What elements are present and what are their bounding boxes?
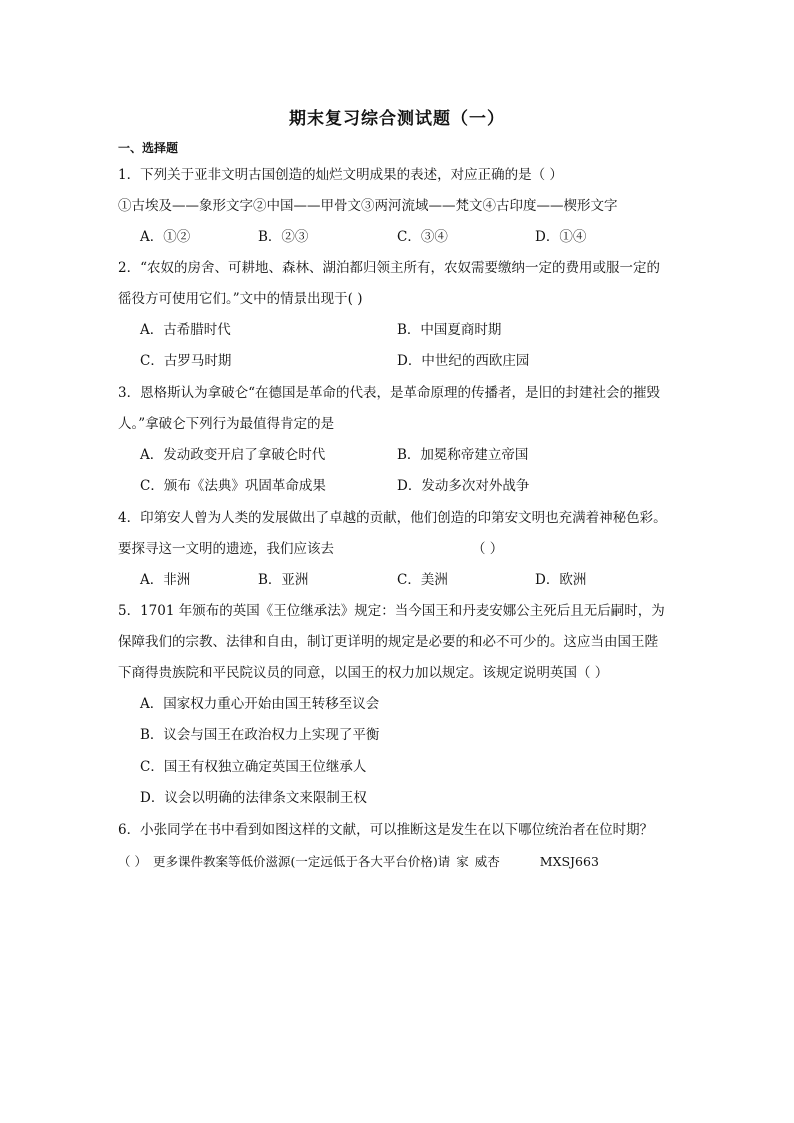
question-1-option-d: D．①④ [535,229,587,245]
promo-word-2: 威杏 [474,854,500,869]
promo-footer [118,852,605,870]
question-2-line-2: 徭役方可使用它们。”文中的情景出现于( ) [118,291,363,307]
question-3-line-2: 人。”拿破仑下列行为最值得肯定的是 [118,416,335,432]
question-5-option-c: C．国王有权独立确定英国王位继承人 [140,759,367,775]
question-4-answer-paren: （ ） [472,541,504,557]
page-title: 期末复习综合测试题（一） [289,109,505,129]
question-1-option-c: C．③④ [397,229,448,245]
question-3-option-c: C．颁布《法典》巩固革命成果 [140,478,326,494]
question-2-option-a: A．古希腊时代 [140,322,231,338]
question-4-option-d: D．欧洲 [535,572,587,588]
question-3-option-d: D．发动多次对外战争 [397,478,530,494]
promo-code: MXSJ663 [539,854,599,869]
question-1-items: ①古埃及——象形文字②中国——甲骨文③两河流域——梵文④古印度——楔形文字 [118,198,618,214]
question-4-line-1: 4．印第安人曾为人类的发展做出了卓越的贡献，他们创造的印第安文明也充满着神秘色彩。 [118,510,667,526]
question-2-line-1: 2．“农奴的房舍、可耕地、森林、湖泊都归领主所有，农奴需要缴纳一定的费用或服一定的 [118,260,660,276]
question-5-option-d: D．议会以明确的法律条文来限制王权 [140,790,367,806]
question-2-option-d: D．中世纪的西欧庄园 [397,353,530,369]
question-3-option-b: B．加冕称帝建立帝国 [397,447,529,463]
question-3-line-1: 3．恩格斯认为拿破仑“在德国是革命的代表，是革命原理的传播者，是旧的封建社会的摧毁 [118,385,660,401]
promo-word-1: 家 [456,854,469,869]
question-6-answer-paren: （ ） [118,854,147,869]
question-4-option-b: B．亚洲 [258,572,309,588]
question-2-option-b: B．中国夏商时期 [397,322,502,338]
question-1-stem: 1．下列关于亚非文明古国创造的灿烂文明成果的表述，对应正确的是（ ） [118,167,563,183]
question-1-option-b: B．②③ [258,229,309,245]
question-4-line-2: 要探寻这一文明的遗迹，我们应该去 [118,541,334,557]
question-3-option-a: A．发动政变开启了拿破仑时代 [140,447,326,463]
question-4-option-c: C．美洲 [397,572,448,588]
question-5-line-2: 保障我们的宗教、法律和自由，制订更详明的规定是必要的和必不可少的。这应当由国王陛 [118,634,658,650]
question-5-option-a: A．国家权力重心开始由国王转移至议会 [140,696,380,712]
question-2-option-c: C．古罗马时期 [140,353,232,369]
question-6-line-1: 6．小张同学在书中看到如图这样的文献，可以推断这是发生在以下哪位统治者在位时期？ [118,822,654,838]
question-1-option-a: A．①② [140,229,191,245]
question-5-option-b: B．议会与国王在政治权力上实现了平衡 [140,727,380,743]
question-5-line-3: 下商得贵族院和平民院议员的同意，以国王的权力加以规定。该规定说明英国（ ） [118,665,609,681]
question-5-line-1: 5．1701 年颁布的英国《王位继承法》规定：当今国王和丹麦安娜公主死后且无后嗣时，为 [118,603,665,619]
promo-text: 更多课件教案等低价滋源(一定远低于各大平台价格)请 [152,854,451,869]
question-4-option-a: A．非洲 [140,572,191,588]
section-heading: 一、选择题 [118,141,179,155]
